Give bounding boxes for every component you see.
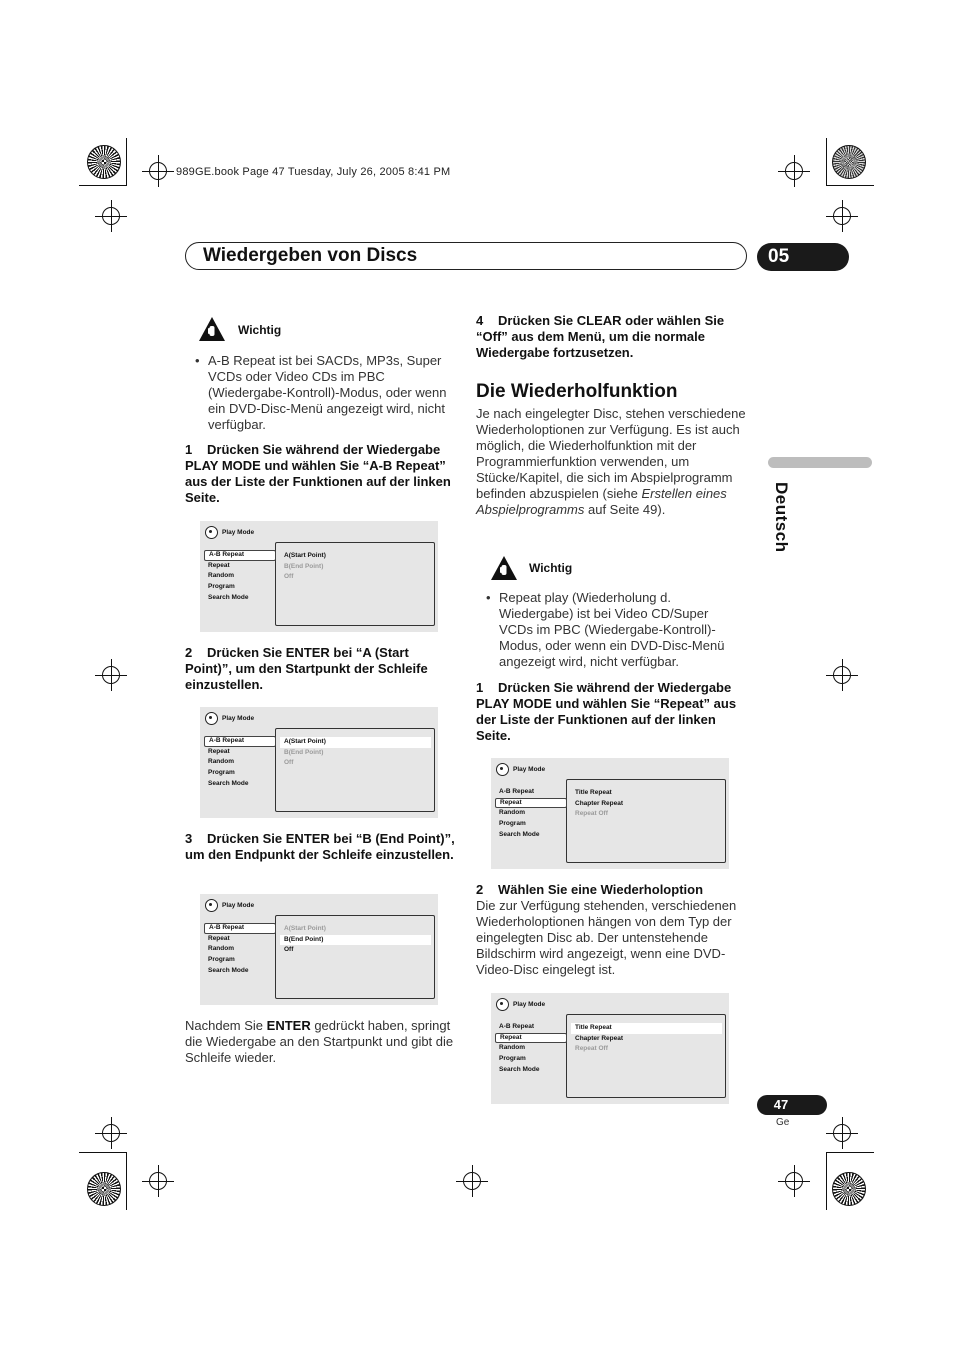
warning-label: Wichtig xyxy=(238,323,282,337)
step-number: 3 xyxy=(185,831,193,846)
crosshair-icon xyxy=(833,666,851,684)
osd-screen-ab-repeat xyxy=(200,521,438,632)
osd-option: Title Repeat xyxy=(571,1023,722,1034)
registration-wheel-icon xyxy=(87,145,121,179)
osd-options-panel xyxy=(275,728,435,812)
warning-label: Wichtig xyxy=(529,561,573,575)
warning-bullet: • Repeat play (Wiederholung d. Wiedergabe) ist bei Video CD/Super VCDs im PBC (Wiedergabe-Kontroll)-Modus, oder wenn ein DVD-Disc-Menü angezeigt wird, nicht verfügbar. xyxy=(477,590,745,670)
osd-option: B(End Point) xyxy=(284,748,324,756)
osd-header-label: Play Mode xyxy=(222,529,255,536)
osd-option: A(Start Point) xyxy=(284,552,326,559)
osd-options-panel xyxy=(566,779,726,863)
osd-menu-item: Program xyxy=(208,769,235,777)
warning-bullet: • A-B Repeat ist bei SACDs, MP3s, Super VCDs oder Video CDs im PBC (Wiedergabe-Kontroll)-Modus, oder wenn ein DVD-Disc-Menü angezeigt wird, nicht verfügbar. xyxy=(186,353,454,433)
osd-option: Chapter Repeat xyxy=(575,1034,624,1042)
crop-line xyxy=(826,1152,874,1153)
osd-option: Title Repeat xyxy=(575,789,612,796)
section-intro xyxy=(476,406,748,518)
osd-menu-item: Repeat xyxy=(495,798,567,809)
osd-option: Repeat Off xyxy=(575,1045,608,1053)
osd-header xyxy=(205,899,254,912)
step-2-body: Die zur Verfügung stehenden, verschiedenen Wiederholoptionen hängen von dem Typ der eingelegten Disc ab. Der untenstehende Bildschirm wird angezeigt, wenn eine DVD-Video-Disc eingelegt ist. xyxy=(476,898,737,977)
osd-menu xyxy=(204,736,276,789)
warning-bullet-list xyxy=(186,353,454,433)
print-metadata: 989GE.book Page 47 Tuesday, July 26, 2005 8:41 PM xyxy=(176,166,451,178)
registration-wheel-icon xyxy=(832,145,866,179)
osd-option: Off xyxy=(284,946,294,954)
osd-options-panel xyxy=(566,1014,726,1098)
disc-icon xyxy=(205,712,218,725)
osd-option: Off xyxy=(284,759,294,767)
step-number: 2 xyxy=(185,645,193,660)
osd-header xyxy=(205,526,254,539)
disc-icon xyxy=(205,899,218,912)
registration-wheel-icon xyxy=(832,1172,866,1206)
crop-line xyxy=(826,138,827,186)
osd-option: B(End Point) xyxy=(280,935,431,946)
language-tab-bar xyxy=(768,457,872,468)
crosshair-icon xyxy=(149,162,167,180)
osd-menu-item: Random xyxy=(208,572,234,580)
osd-menu-item: Repeat xyxy=(208,934,230,942)
intro-text: auf Seite 49). xyxy=(584,502,666,517)
crop-line xyxy=(826,185,874,186)
osd-menu-item: A-B Repeat xyxy=(499,788,535,795)
step-1 xyxy=(185,442,457,506)
disc-icon xyxy=(205,526,218,539)
osd-menu-item: Random xyxy=(208,758,234,766)
osd-header xyxy=(205,712,254,725)
osd-option: B(End Point) xyxy=(284,562,324,570)
osd-menu xyxy=(495,787,567,840)
osd-header-label: Play Mode xyxy=(222,902,255,909)
chapter-title: Wiedergeben von Discs xyxy=(203,245,418,266)
step-1-repeat xyxy=(476,680,748,744)
osd-menu xyxy=(495,1022,567,1075)
osd-menu xyxy=(204,923,276,976)
osd-screen-start-point xyxy=(200,707,438,818)
step-text: Drücken Sie während der Wiedergabe PLAY MODE und wählen Sie “Repeat” aus der Liste der Funktionen auf der linken Seite. xyxy=(476,680,737,743)
osd-options-panel xyxy=(275,915,435,999)
step-2 xyxy=(185,645,457,693)
osd-header-label: Play Mode xyxy=(513,1001,546,1008)
osd-menu-item: Repeat xyxy=(208,747,230,755)
disc-icon xyxy=(496,763,509,776)
disc-icon xyxy=(496,998,509,1011)
after-note-text: gedrückt haben, springt die Wiedergabe an den Startpunkt und gibt die Schleife wieder. xyxy=(185,1018,454,1065)
osd-option: A(Start Point) xyxy=(284,925,326,932)
osd-header-label: Play Mode xyxy=(222,715,255,722)
page-language-code: Ge xyxy=(776,1117,790,1128)
crop-line xyxy=(126,1152,127,1210)
step-number: 1 xyxy=(476,680,484,695)
osd-menu-item: Repeat xyxy=(208,561,230,569)
language-tab-label: Deutsch xyxy=(772,482,791,553)
osd-menu-item: Search Mode xyxy=(499,830,540,838)
step-text: Wählen Sie eine Wiederholoption xyxy=(498,882,704,897)
intro-reference: Erstellen eines Abspielprogramms xyxy=(476,486,727,517)
osd-menu-item: Search Mode xyxy=(208,779,249,787)
crosshair-icon xyxy=(463,1172,481,1190)
osd-header xyxy=(496,998,545,1011)
enter-keyword: ENTER xyxy=(266,1018,311,1033)
crosshair-icon xyxy=(102,666,120,684)
osd-menu-item: Program xyxy=(499,1055,526,1063)
after-note xyxy=(185,1018,457,1066)
step-text: Drücken Sie ENTER bei “B (End Point)”, um den Endpunkt der Schleife einzustellen. xyxy=(185,831,455,862)
osd-option: A(Start Point) xyxy=(280,737,431,748)
osd-menu-item: A-B Repeat xyxy=(204,923,276,934)
osd-menu-item: A-B Repeat xyxy=(204,550,276,561)
intro-text: Je nach eingelegter Disc, stehen verschiedene Wiederholoptionen zur Verfügung. Es ist auch möglich, die Wiederholfunktion mit der Programmierfunktion verwenden, um Stücke/Kapitel, die sich im Abspielprogramm befinden abzuspielen (siehe xyxy=(476,406,746,501)
osd-header xyxy=(496,763,545,776)
step-3 xyxy=(185,831,457,863)
after-note-text: Nachdem Sie xyxy=(185,1018,267,1033)
crosshair-icon xyxy=(785,1172,803,1190)
osd-option: Chapter Repeat xyxy=(575,799,624,807)
page-number: 47 xyxy=(773,1097,789,1112)
step-number: 1 xyxy=(185,442,193,457)
osd-menu-item: Program xyxy=(208,583,235,591)
osd-menu-item: Search Mode xyxy=(208,966,249,974)
osd-menu-item: Repeat xyxy=(495,1033,567,1044)
osd-menu xyxy=(204,550,276,603)
warning-bullet-list xyxy=(477,590,745,670)
step-4 xyxy=(476,313,748,361)
step-2-repeat xyxy=(476,882,748,898)
osd-menu-item: A-B Repeat xyxy=(499,1023,535,1030)
crosshair-icon xyxy=(785,162,803,180)
osd-options-panel xyxy=(275,542,435,626)
osd-menu-item: Program xyxy=(208,956,235,964)
osd-menu-item: A-B Repeat xyxy=(204,736,276,747)
crosshair-icon xyxy=(149,1172,167,1190)
osd-option: Repeat Off xyxy=(575,810,608,818)
osd-header-label: Play Mode xyxy=(513,766,546,773)
osd-screen-end-point xyxy=(200,894,438,1005)
warning-icon xyxy=(198,316,226,347)
crosshair-icon xyxy=(102,1124,120,1142)
osd-option: Off xyxy=(284,573,294,581)
crop-line xyxy=(79,1152,127,1153)
osd-screen-title-repeat xyxy=(491,993,729,1104)
warning-icon xyxy=(490,555,518,586)
registration-wheel-icon xyxy=(87,1172,121,1206)
crop-line xyxy=(126,138,127,186)
osd-menu-item: Random xyxy=(499,1044,525,1052)
osd-menu-item: Search Mode xyxy=(208,593,249,601)
osd-screen-repeat xyxy=(491,758,729,869)
step-number: 2 xyxy=(476,882,484,897)
step-text: Drücken Sie ENTER bei “A (Start Point)”, um den Startpunkt der Schleife einzustellen. xyxy=(185,645,428,692)
step-text: Drücken Sie während der Wiedergabe PLAY MODE und wählen Sie “A-B Repeat” aus der Liste der Funktionen auf der linken Seite. xyxy=(185,442,451,505)
crop-line xyxy=(79,185,127,186)
osd-menu-item: Random xyxy=(208,945,234,953)
osd-menu-item: Random xyxy=(499,809,525,817)
crosshair-icon xyxy=(102,207,120,225)
section-title: Die Wiederholfunktion xyxy=(476,381,678,402)
chapter-number: 05 xyxy=(768,246,790,267)
crop-line xyxy=(826,1152,827,1210)
step-number: 4 xyxy=(476,313,484,328)
step-text: Drücken Sie CLEAR oder wählen Sie “Off” aus dem Menü, um die normale Wiedergabe fortzusetzen. xyxy=(476,313,725,360)
crosshair-icon xyxy=(833,207,851,225)
osd-menu-item: Search Mode xyxy=(499,1065,540,1073)
osd-menu-item: Program xyxy=(499,820,526,828)
crosshair-icon xyxy=(833,1124,851,1142)
